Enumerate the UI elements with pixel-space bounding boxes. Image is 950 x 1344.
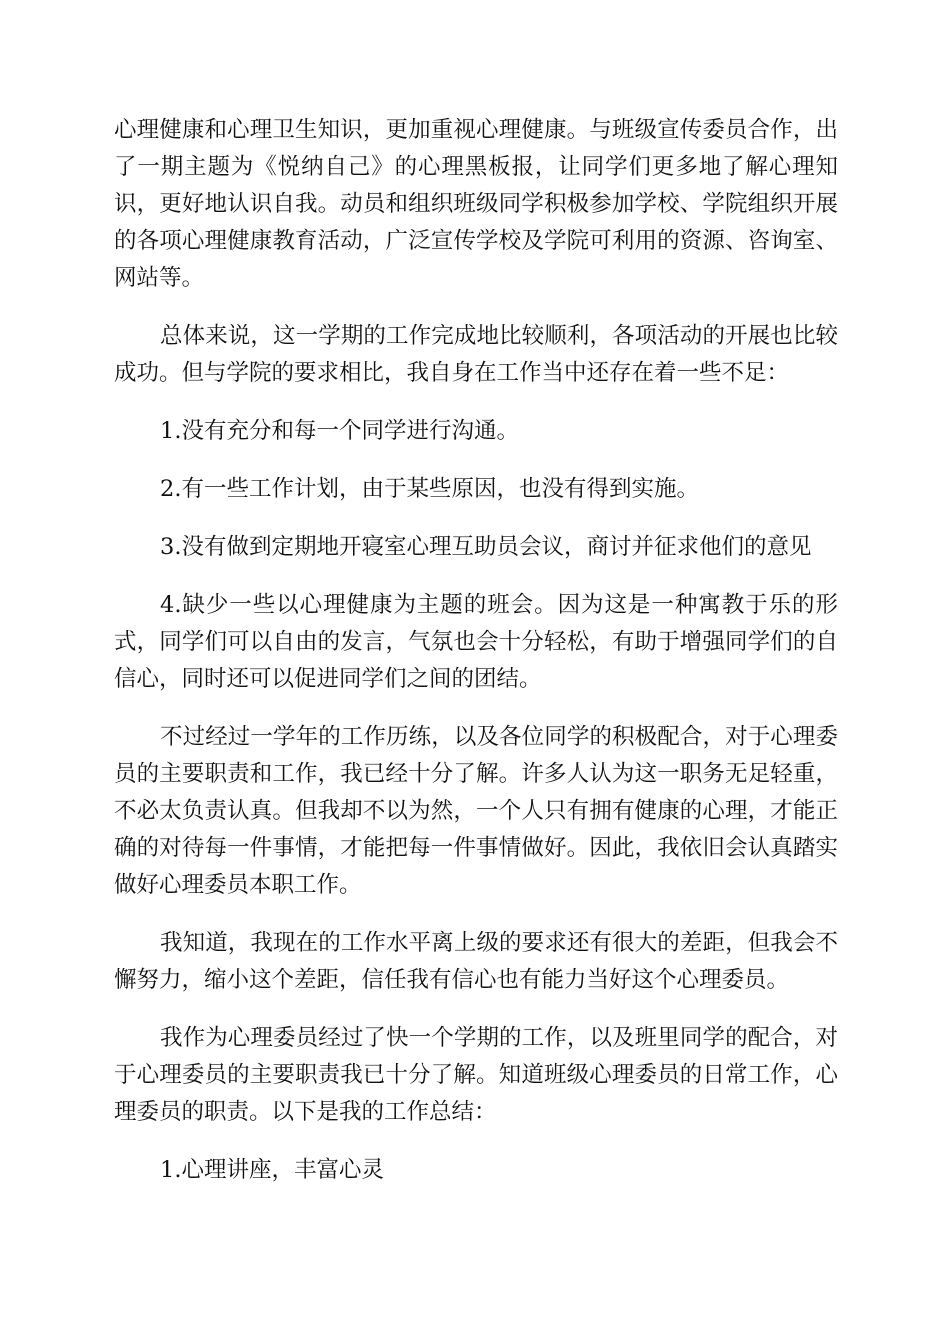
list-item-shortcoming-3: 3.没有做到定期地开寝室心理互助员会议，商讨并征求他们的意见 <box>160 534 812 560</box>
list-item-shortcoming-2: 2.有一些工作计划，由于某些原因，也没有得到实施。 <box>160 476 699 502</box>
paragraph-introduction: 我作为心理委员经过了快一个学期的工作，以及班里同学的配合，对于心理委员的主要职责我已十分了解。知道班级心理委员的日常工作，心理委员的职责。以下是我的工作总结： <box>114 1025 838 1125</box>
list-item-shortcoming-4: 4.缺少一些以心理健康为主题的班会。因为这是一种寓教于乐的形式，同学们可以自由的发言，气氛也会十分轻松，有助于增强同学们的自信心，同时还可以促进同学们之间的团结。 <box>114 592 838 692</box>
paragraph-continuation: 心理健康和心理卫生知识，更加重视心理健康。与班级宣传委员合作，出了一期主题为《悦纳自己》的心理黑板报，让同学们更多地了解心理知识，更好地认识自我。动员和组织班级同学积极参加学校、学院组织开展的各项心理健康教育活动，广泛宣传学校及学院可利用的资源、咨询室、网站等。 <box>114 117 838 291</box>
list-item-shortcoming-1: 1.没有充分和每一个同学进行沟通。 <box>160 418 519 444</box>
paragraph-summary: 总体来说，这一学期的工作完成地比较顺利，各项活动的开展也比较成功。但与学院的要求相比，我自身在工作当中还存在着一些不足： <box>114 323 838 386</box>
paragraph-reflection: 不过经过一学年的工作历练，以及各位同学的积极配合，对于心理委员的主要职责和工作，我已经十分了解。许多人认为这一职务无足轻重，不必太负责认真。但我却不以为然，一个人只有拥有健康的心理，才能正确的对待每一件事情，才能把每一件事情做好。因此，我依旧会认真踏实做好心理委员本职工作。 <box>114 724 838 898</box>
section-heading-lecture: 1.心理讲座，丰富心灵 <box>160 1157 384 1183</box>
paragraph-commitment: 我知道，我现在的工作水平离上级的要求还有很大的差距，但我会不懈努力，缩小这个差距，信任我有信心也有能力当好这个心理委员。 <box>114 930 838 993</box>
document-body <box>114 112 838 1210</box>
